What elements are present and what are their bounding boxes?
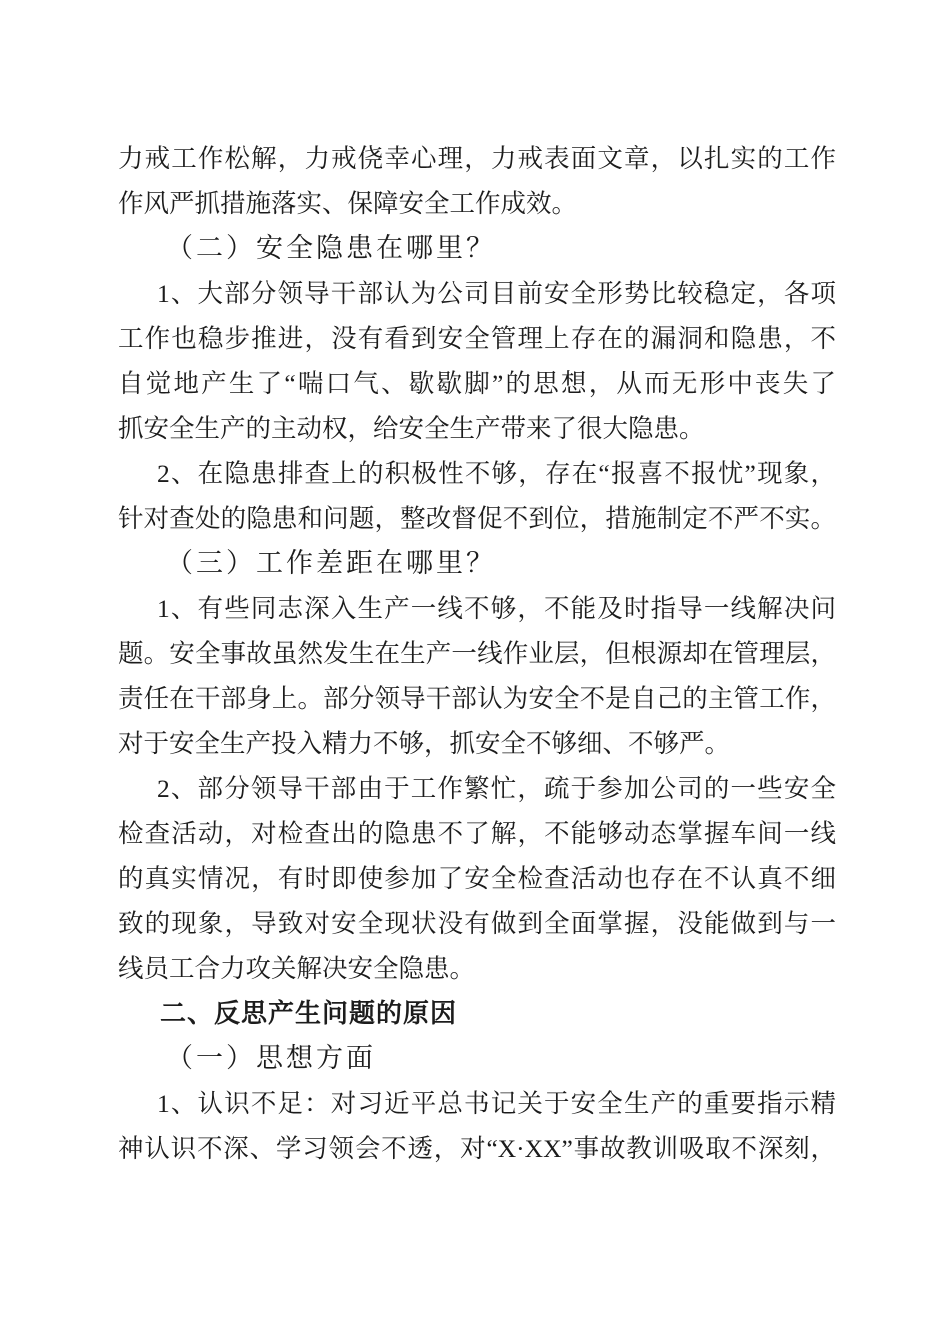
text-line: 抓安全生产的主动权，给安全生产带来了很大隐患。 <box>118 414 705 443</box>
text-line: 2、在隐患排查上的积极性不够，存在“报喜不报忧”现象， <box>157 459 836 488</box>
text-line: 自觉地产生了“喘口气、歇歇脚”的思想，从而无形中丧失了 <box>118 369 836 398</box>
text-line: 神认识不深、学习领会不透，对“X·XX”事故教训吸取不深刻， <box>118 1134 836 1163</box>
heading-line: （三）工作差距在哪里？ <box>166 548 496 578</box>
paragraph <box>118 766 836 991</box>
text-line: 1、认识不足：对习近平总书记关于安全生产的重要指示精 <box>157 1089 836 1118</box>
text-line: 针对查处的隐患和问题，整改督促不到位，措施制定不严不实。 <box>118 504 836 533</box>
text-line: 作风严抓措施落实、保障安全工作成效。 <box>118 189 578 218</box>
text-line: 检查活动，对检查出的隐患不了解，不能够动态掌握车间一线 <box>118 819 836 848</box>
paragraph <box>118 586 836 766</box>
text-line: 1、大部分领导干部认为公司目前安全形势比较稳定，各项 <box>157 279 836 308</box>
text-line: 的真实情况，有时即使参加了安全检查活动也存在不认真不细 <box>118 864 836 893</box>
section-heading <box>118 1036 836 1081</box>
text-line: 力戒工作松解，力戒侥幸心理，力戒表面文章，以扎实的工作 <box>118 144 836 173</box>
text-line: 1、有些同志深入生产一线不够，不能及时指导一线解决问 <box>157 594 836 623</box>
paragraph <box>118 271 836 451</box>
heading-line: （二）安全隐患在哪里？ <box>166 233 496 263</box>
paragraph <box>118 136 836 226</box>
paragraph <box>118 1081 836 1171</box>
heading-line: （一）思想方面 <box>166 1043 376 1073</box>
section-heading <box>118 991 836 1036</box>
text-line: 2、部分领导干部由于工作繁忙，疏于参加公司的一些安全 <box>157 774 836 803</box>
text-line: 题。安全事故虽然发生在生产一线作业层，但根源却在管理层， <box>118 639 836 668</box>
text-line: 责任在干部身上。部分领导干部认为安全不是自己的主管工作， <box>118 684 836 713</box>
section-heading <box>118 226 836 271</box>
text-line: 致的现象，导致对安全现状没有做到全面掌握，没能做到与一 <box>118 909 836 938</box>
document-content <box>118 136 836 1171</box>
text-line: 工作也稳步推进，没有看到安全管理上存在的漏洞和隐患，不 <box>118 324 836 353</box>
text-line: 线员工合力攻关解决安全隐患。 <box>118 954 476 983</box>
paragraph <box>118 451 836 541</box>
text-line: 对于安全生产投入精力不够，抓安全不够细、不够严。 <box>118 729 731 758</box>
heading-line: 二、反思产生问题的原因 <box>160 998 458 1028</box>
section-heading <box>118 541 836 586</box>
